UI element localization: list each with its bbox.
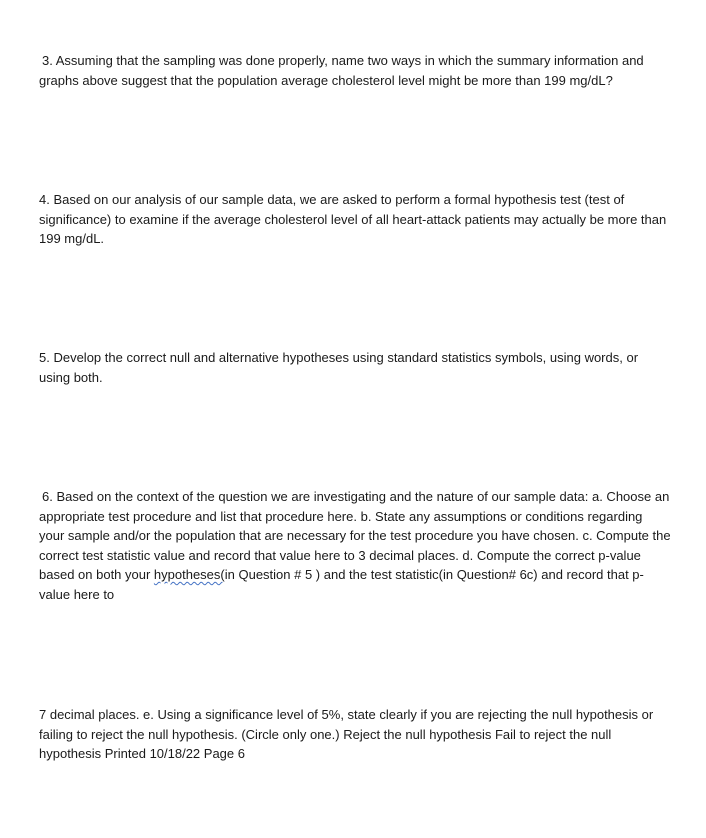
question-5-text: 5. Develop the correct null and alternative hypotheses using standard statistics symbols, using words, or using both.	[39, 350, 639, 385]
question-3-text: 3. Assuming that the sampling was done properly, name two ways in which the summary information and graphs above suggest that the population average cholesterol level might be more than 199 mg/dL?	[39, 53, 644, 88]
question-6-text	[39, 487, 671, 604]
spellcheck-flagged-word: hypotheses(	[153, 567, 225, 582]
question-7-text: 7 decimal places. e. Using a significance level of 5%, state clearly if you are rejecting the null hypothesis or failing to reject the null hypothesis. (Circle only one.) Reject the null hypothesis Fail to reject the null hypothesis Printed 10/18/22 Page 6	[39, 707, 654, 761]
question-6-text-part-2: in Question # 5 ) and the test statistic(in Question# 6c) and record that p-value here to	[39, 567, 644, 602]
question-4-text: 4. Based on our analysis of our sample data, we are asked to perform a formal hypothesis test (test of significance) to examine if the average cholesterol level of all heart-attack patients may actually be more than 199 mg/dL.	[39, 192, 667, 246]
question-6-text-part-1: 6. Based on the context of the question we are investigating and the nature of our sample data: a. Choose an appropriate test procedure and list that procedure here. b. State any assumptions or conditions regarding your sample and/or the population that are necessary for the test procedure you have chosen. c. Compute the correct test statistic value and record that value here to 3 decimal places. d. Compute the correct p-value based on both your	[39, 489, 671, 582]
